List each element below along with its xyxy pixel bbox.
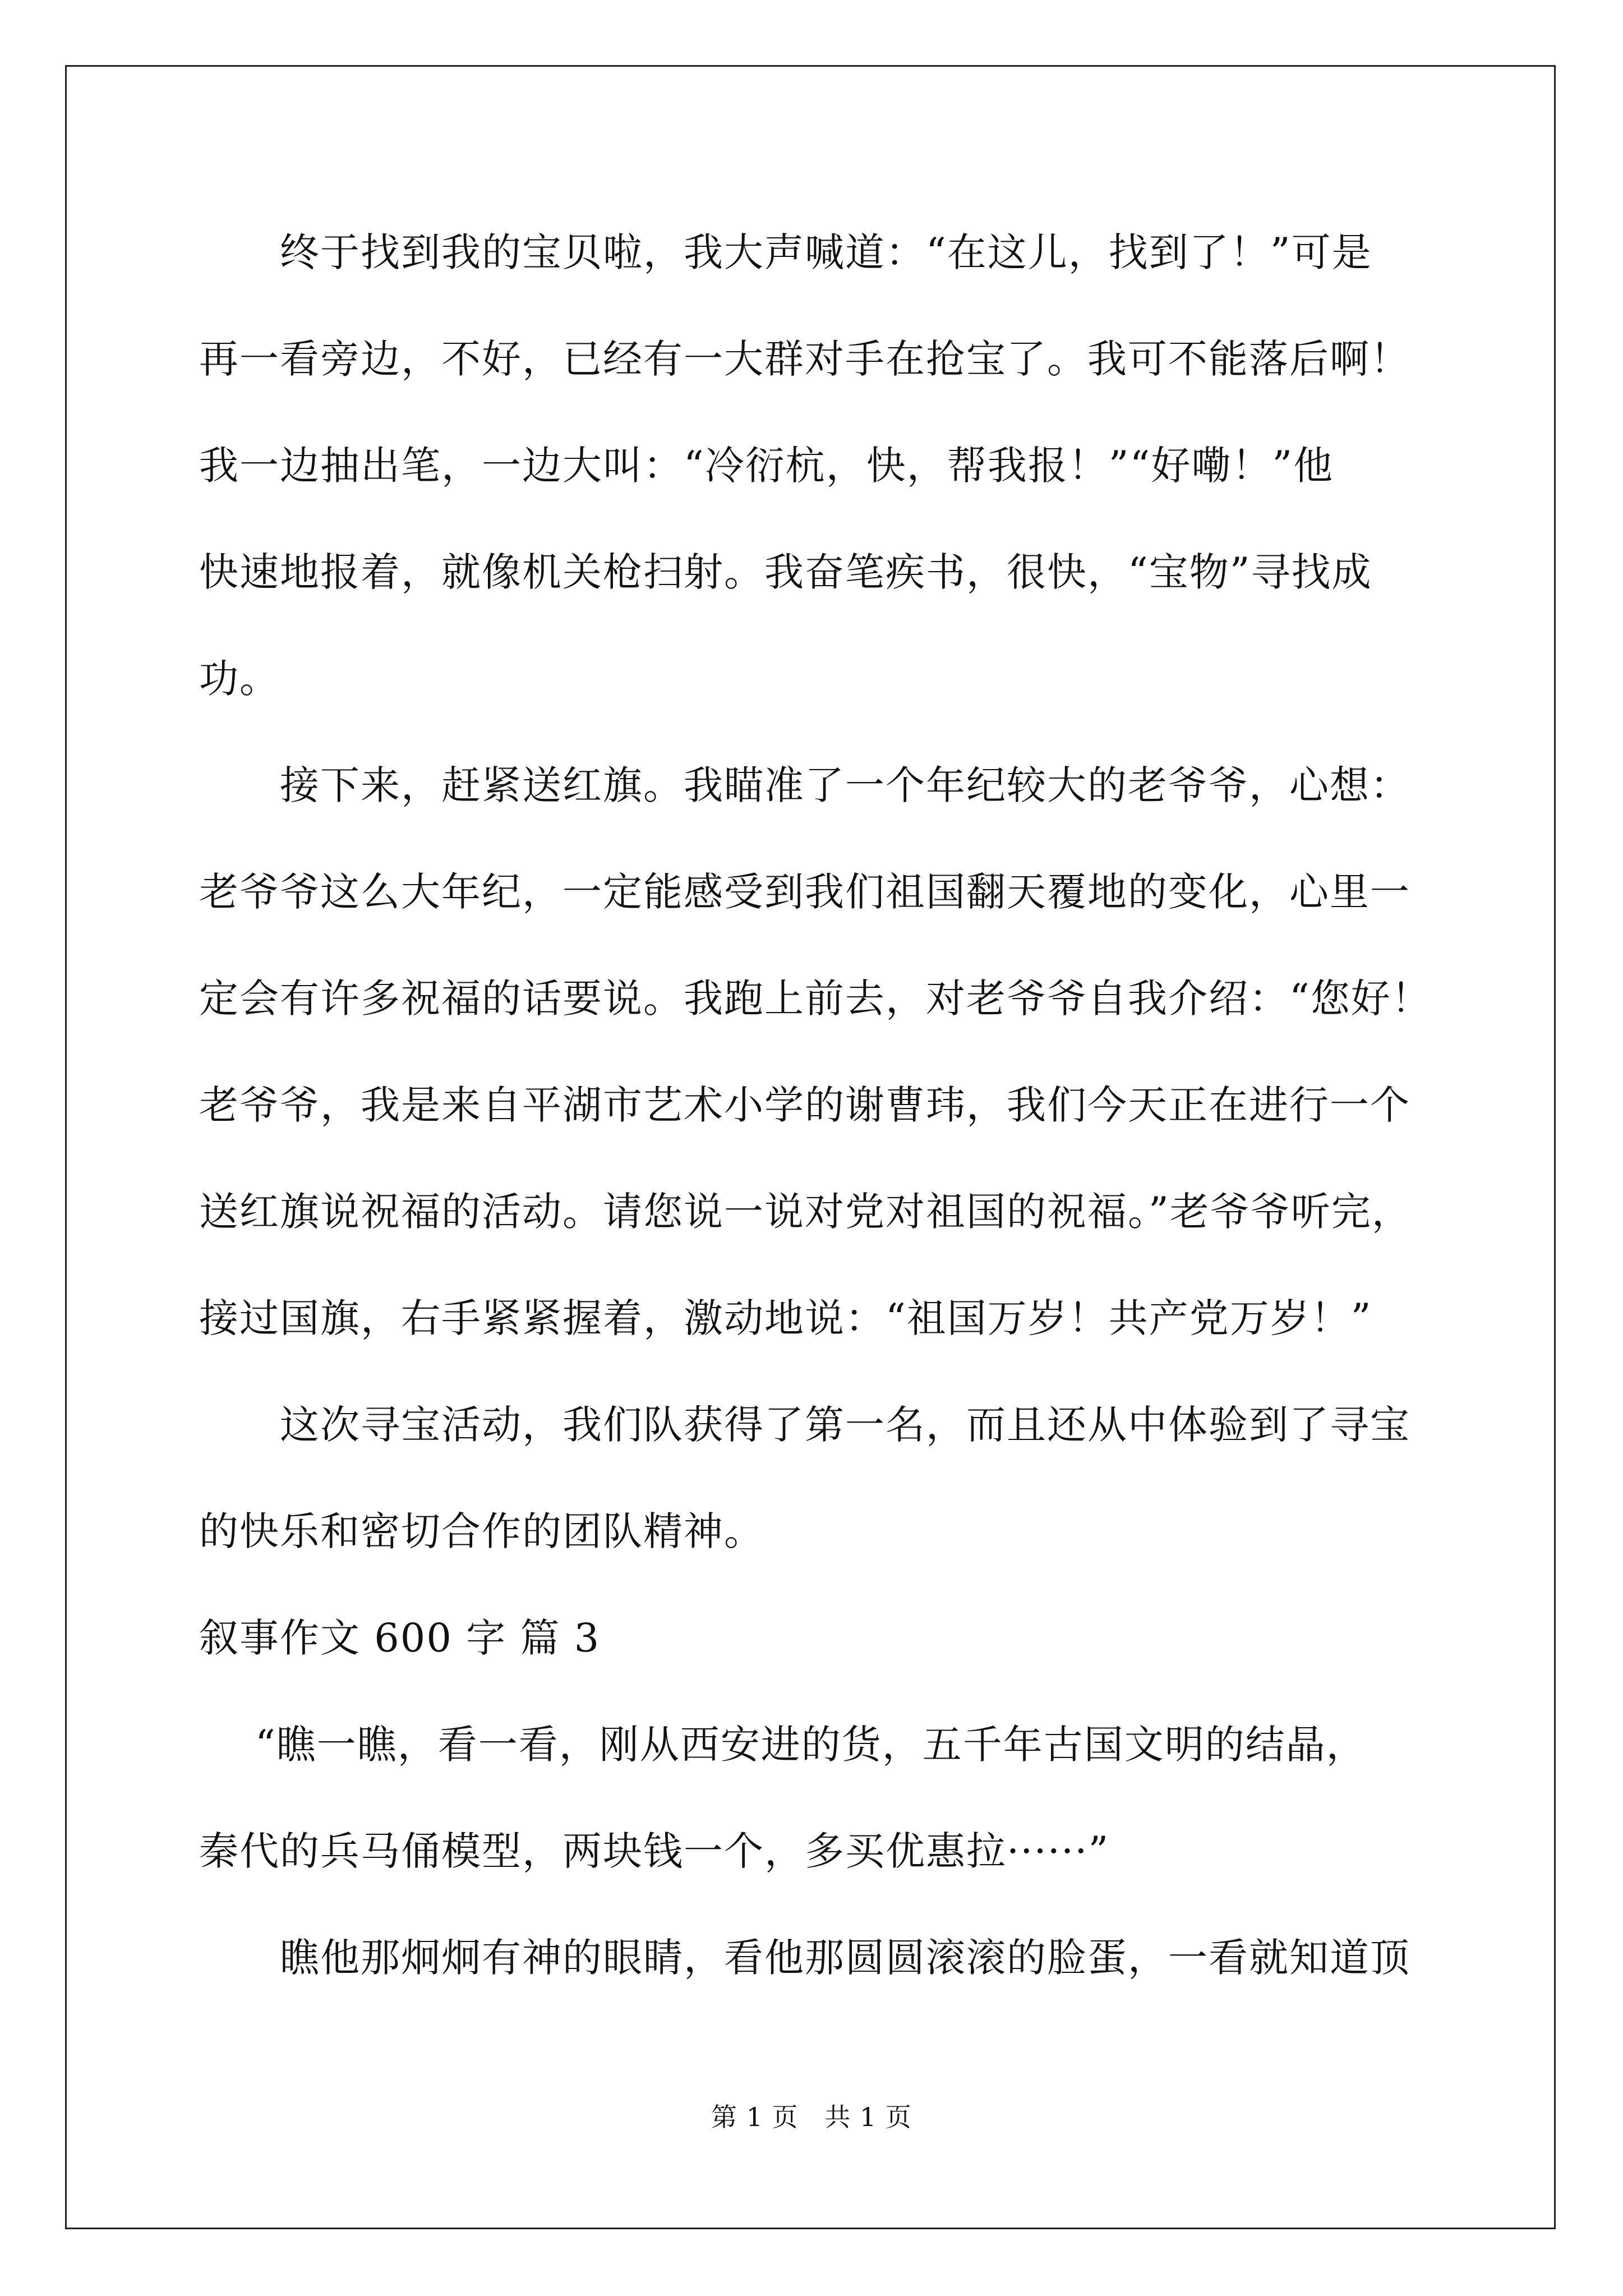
document-body (199, 213, 1433, 2025)
text-line: 我一边抽出笔，一边大叫：“冷衍杭，快，帮我报！”“好嘞！”他 (199, 443, 1334, 489)
paragraph-4 (199, 1705, 1433, 1918)
text-line: 接下来，赶紧送红旗。我瞄准了一个年纪较大的老爷爷，心想： (280, 762, 1410, 808)
text-line: 的快乐和密切合作的团队精神。 (199, 1508, 764, 1554)
text-line: 瞧他那炯炯有神的眼睛，看他那圆圆滚滚的脸蛋，一看就知道顶 (280, 1935, 1410, 1981)
text-line: 秦代的兵马俑模型，两块钱一个，多买优惠拉······” (199, 1828, 1110, 1874)
text-line: 定会有许多祝福的话要说。我跑上前去，对老爷爷自我介绍：“您好！ (199, 976, 1432, 1022)
text-line: “瞧一瞧，看一看，刚从西安进的货，五千年古国文明的结晶， (255, 1722, 1367, 1768)
text-line: 再一看旁边，不好，已经有一大群对手在抢宝了。我可不能落后啊！ (199, 336, 1410, 382)
paragraph-5 (199, 1918, 1433, 2025)
text-line: 快速地报着，就像机关枪扫射。我奋笔疾书，很快，“宝物”寻找成 (199, 549, 1372, 595)
paragraph-3 (199, 1386, 1433, 1599)
text-line: 老爷爷这么大年纪，一定能感受到我们祖国翻天覆地的变化，心里一 (199, 869, 1410, 915)
paragraph-1 (199, 213, 1433, 746)
section-heading: 叙事作文 600 字 篇 3 (199, 1615, 601, 1661)
page-footer: 第 1 页 共 1 页 (711, 2102, 912, 2132)
text-line: 功。 (199, 656, 280, 702)
text-line: 终于找到我的宝贝啦，我大声喊道：“在这儿，找到了！”可是 (280, 229, 1372, 275)
paragraph-2 (199, 746, 1433, 1386)
text-line: 接过国旗，右手紧紧握着，激动地说：“祖国万岁！共产党万岁！” (199, 1295, 1372, 1341)
text-line: 这次寻宝活动，我们队获得了第一名，而且还从中体验到了寻宝 (280, 1402, 1410, 1448)
text-line: 送红旗说祝福的活动。请您说一说对党对祖国的祝福。”老爷爷听完， (199, 1189, 1412, 1235)
text-line: 老爷爷，我是来自平湖市艺术小学的谢曹玮，我们今天正在进行一个 (199, 1082, 1410, 1128)
